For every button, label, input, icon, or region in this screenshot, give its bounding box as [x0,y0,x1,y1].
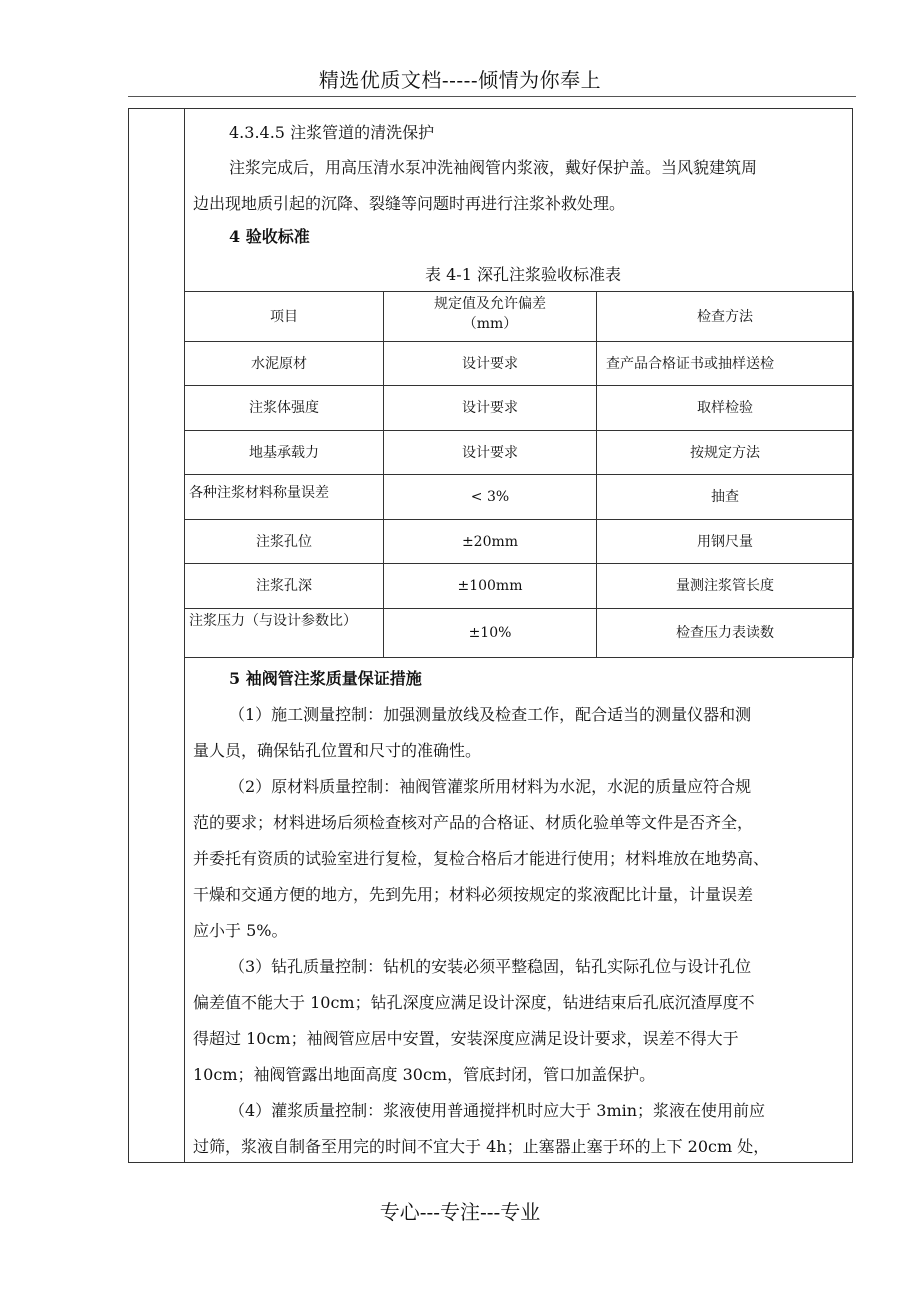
table-cell: ±20mm [384,520,597,564]
section-5-line: 并委托有资质的试验室进行复检，复检合格后才能进行使用；材料堆放在地势高、 [193,849,770,868]
section-5-line: 量人员，确保钻孔位置和尺寸的准确性。 [193,741,482,760]
table-cell: 地基承载力 [185,431,384,475]
page-footer: 专心---专注---专业 [379,1200,541,1224]
section-5-line: （3）钻孔质量控制：钻机的安装必须平整稳固，钻孔实际孔位与设计孔位 [229,957,752,976]
table-header-row [185,292,854,342]
table-row [185,475,854,520]
section-435-para-line: 边出现地质引起的沉降、裂缝等问题时再进行注浆补救处理。 [193,194,626,213]
table-cell: 注浆体强度 [185,386,384,431]
section-5-line: 应小于 5%。 [193,921,288,940]
section-5-line: （2）原材料质量控制：袖阀管灌浆所用材料为水泥，水泥的质量应符合规 [229,777,752,796]
table-row [185,520,854,564]
section-5-line: 10cm；袖阀管露出地面高度 30cm，管底封闭，管口加盖保护。 [193,1065,656,1084]
table-cell: ±100mm [384,564,597,609]
table-cell: 注浆孔位 [185,520,384,564]
table-cell: 各种注浆材料称量误差 [185,475,384,520]
section-5-line: 过筛，浆液自制备至用完的时间不宜大于 4h；止塞器止塞于环的上下 20cm 处， [193,1137,770,1156]
table-cell: 检查压力表读数 [597,609,854,658]
table-header-cell: 检查方法 [597,292,854,342]
section-5-heading: 5 袖阀管注浆质量保证措施 [229,669,422,688]
table-header-cell: 规定值及允许偏差 （mm） [384,292,597,342]
table-cell: 设计要求 [384,342,597,386]
table-cell: 按规定方法 [597,431,854,475]
section-5-line: 范的要求；材料进场后须检查核对产品的合格证、材质化验单等文件是否齐全， [193,813,754,832]
table-cell: 设计要求 [384,431,597,475]
table-row [185,431,854,475]
section-4-heading: 4 验收标准 [229,227,310,246]
table-cell: 水泥原材 [185,342,384,386]
table-row [185,564,854,609]
section-5-line: 偏差值不能大于 10cm；钻孔深度应满足设计深度，钻进结束后孔底沉渣厚度不 [193,993,755,1012]
section-5-line: （1）施工测量控制：加强测量放线及检查工作，配合适当的测量仪器和测 [229,705,752,724]
table-caption: 表 4-1 深孔注浆验收标准表 [425,265,621,284]
table-header-cell: 项目 [185,292,384,342]
table-cell: 注浆压力（与设计参数比） [185,609,384,658]
section-5-line: 干燥和交通方便的地方，先到先用；材料必须按规定的浆液配比计量，计量误差 [193,885,754,904]
table-cell: 抽查 [597,475,854,520]
header-divider [128,96,856,97]
table-row [185,609,854,658]
section-435-heading: 4.3.4.5 注浆管道的清洗保护 [229,123,435,142]
section-5-line: （4）灌浆质量控制：浆液使用普通搅拌机时应大于 3min；浆液在使用前应 [229,1101,766,1120]
table-cell: 用钢尺量 [597,520,854,564]
table-row [185,342,854,386]
left-column [128,108,185,1163]
table-row [185,386,854,431]
table-cell: 查产品合格证书或抽样送检 [597,342,854,386]
table-cell: 注浆孔深 [185,564,384,609]
table-cell: 设计要求 [384,386,597,431]
table-cell: ±10% [384,609,597,658]
section-5-line: 得超过 10cm；袖阀管应居中安置，安装深度应满足设计要求，误差不得大于 [193,1029,739,1048]
table-cell: 取样检验 [597,386,854,431]
table-cell: 量测注浆管长度 [597,564,854,609]
acceptance-standard-table [184,291,854,658]
page-header-title: 精选优质文档-----倾情为你奉上 [318,68,602,92]
table-cell: < 3% [384,475,597,520]
section-435-para-line: 注浆完成后，用高压清水泵冲洗袖阀管内浆液，戴好保护盖。当风貌建筑周 [229,158,758,177]
